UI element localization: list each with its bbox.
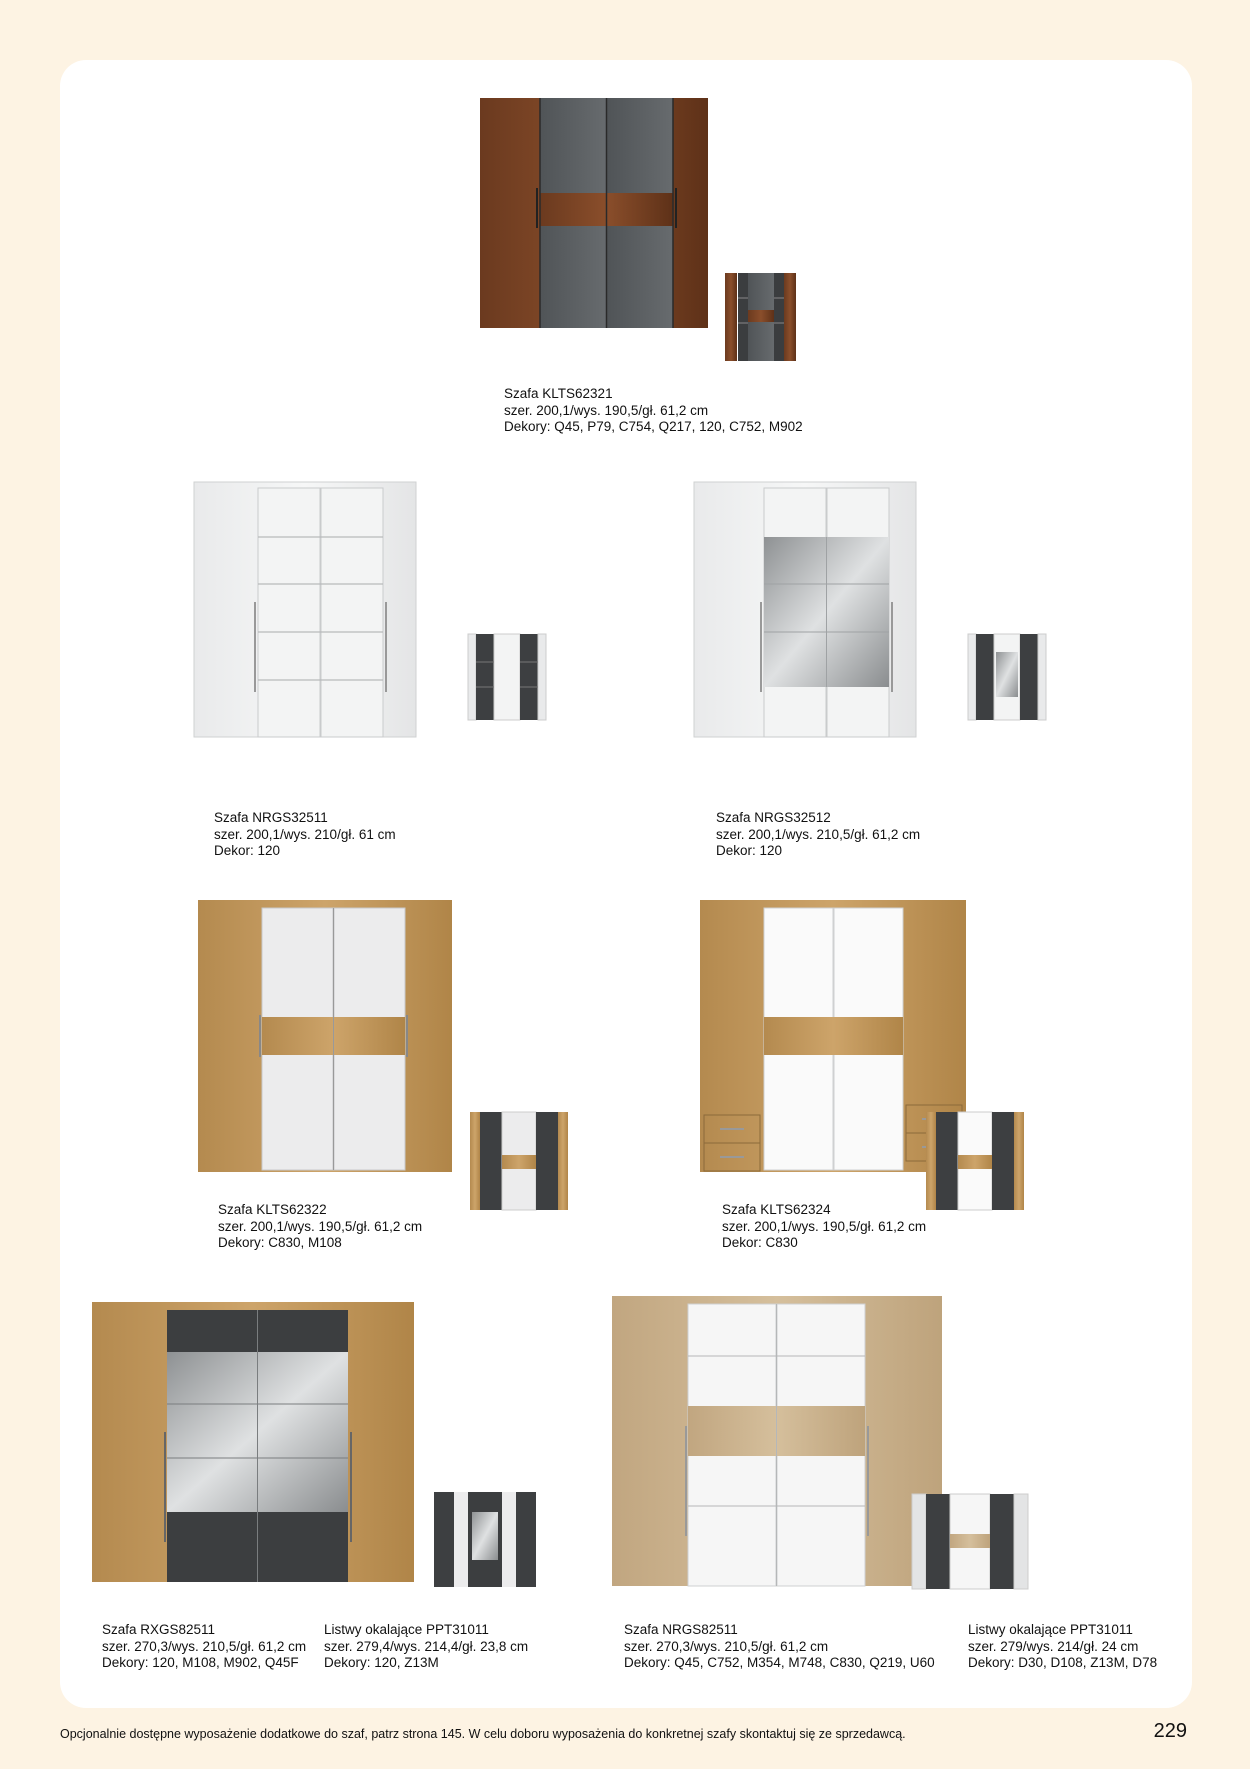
product-dimensions: szer. 200,1/wys. 210,5/gł. 61,2 cm <box>716 826 921 842</box>
product-decors: Dekory: D30, D108, Z13M, D78 <box>968 1655 1158 1670</box>
footer-note: Opcjonalnie dostępne wyposażenie dodatkowe do szaf, patrz strona 145. W celu doboru wyposażenia do konkretnej szafy skontaktuj się ze sprzedawcą. <box>60 1727 906 1741</box>
product-decors: Dekory: Q45, P79, C754, Q217, 120, C752, M902 <box>504 419 803 434</box>
wardrobe-image-klts62324 <box>700 900 1140 1240</box>
product-dimensions: szer. 270,3/wys. 210,5/gł. 61,2 cm <box>624 1638 829 1654</box>
product-dimensions: szer. 270,3/wys. 210,5/gł. 61,2 cm <box>102 1638 307 1654</box>
product-dimensions: szer. 200,1/wys. 190,5/gł. 61,2 cm <box>218 1218 423 1234</box>
product-name: Szafa NRGS32511 <box>214 810 328 825</box>
product-dimensions: szer. 279/wys. 214/gł. 24 cm <box>968 1638 1139 1654</box>
product-decors: Dekor: 120 <box>716 843 783 858</box>
product-dimensions: szer. 200,1/wys. 210/gł. 61 cm <box>214 826 396 842</box>
wardrobe-image-klts62322 <box>198 900 638 1240</box>
product-decors: Dekory: C830, M108 <box>218 1235 342 1250</box>
product-caption-5 <box>722 1202 926 1252</box>
product-name: Szafa NRGS82511 <box>624 1622 738 1637</box>
product-caption-7 <box>324 1622 528 1672</box>
product-name: Szafa KLTS62324 <box>722 1202 831 1217</box>
wardrobe-image-klts62321 <box>480 98 830 368</box>
product-name: Szafa NRGS32512 <box>716 810 831 825</box>
product-decors: Dekor: 120 <box>214 843 281 858</box>
product-caption-4 <box>218 1202 422 1252</box>
product-caption-1 <box>504 386 803 436</box>
product-decors: Dekor: C830 <box>722 1235 798 1250</box>
product-name: Szafa KLTS62321 <box>504 386 613 401</box>
product-name: Listwy okalające PPT31011 <box>968 1622 1133 1637</box>
product-name: Listwy okalające PPT31011 <box>324 1622 489 1637</box>
wardrobe-image-rxgs82511 <box>92 1302 552 1642</box>
page-number: 229 <box>1153 1720 1187 1742</box>
product-caption-2 <box>214 810 396 860</box>
product-caption-9 <box>968 1622 1157 1672</box>
product-decors: Dekory: 120, M108, M902, Q45F <box>102 1655 299 1670</box>
wardrobe-image-nrgs32511 <box>194 482 554 744</box>
product-caption-6 <box>102 1622 306 1672</box>
product-decors: Dekory: Q45, C752, M354, M748, C830, Q219, U60 <box>624 1655 935 1670</box>
product-name: Szafa RXGS82511 <box>102 1622 216 1637</box>
product-caption-3 <box>716 810 920 860</box>
wardrobe-image-nrgs32512 <box>694 482 1054 744</box>
product-dimensions: szer. 200,1/wys. 190,5/gł. 61,2 cm <box>722 1218 927 1234</box>
product-dimensions: szer. 200,1/wys. 190,5/gł. 61,2 cm <box>504 402 709 418</box>
wardrobe-image-nrgs82511 <box>612 1296 1112 1636</box>
product-name: Szafa KLTS62322 <box>218 1202 327 1217</box>
product-dimensions: szer. 279,4/wys. 214,4/gł. 23,8 cm <box>324 1638 529 1654</box>
product-decors: Dekory: 120, Z13M <box>324 1655 439 1670</box>
product-caption-8 <box>624 1622 935 1672</box>
catalog-page-card <box>60 60 1192 1708</box>
